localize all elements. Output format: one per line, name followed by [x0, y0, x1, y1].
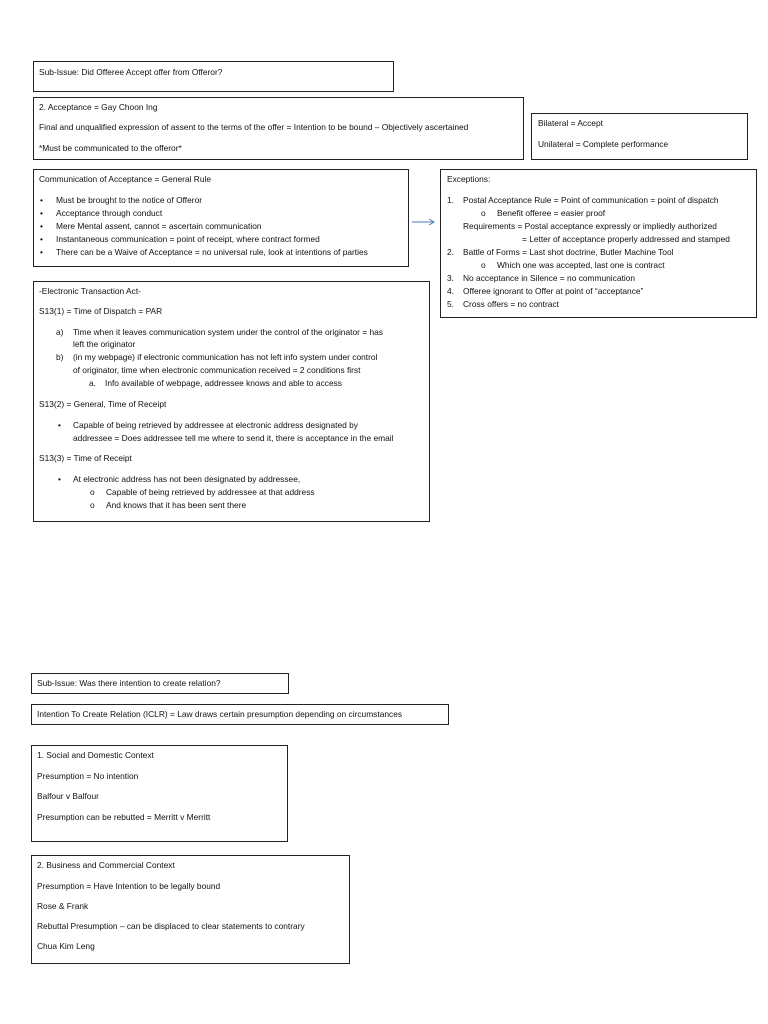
bullet-text: There can be a Waive of Acceptance = no universal rule, look at intentions of parties — [56, 247, 368, 257]
bullet-glyph: • — [40, 247, 43, 257]
communication-bullet — [40, 247, 368, 258]
business-line-1: Presumption = Have Intention to be legally bound — [37, 881, 221, 891]
iclr-box — [31, 704, 449, 725]
business-title: 2. Business and Commercial Context — [37, 860, 175, 870]
exception-requirements: Requirements = Postal acceptance expressly or impliedly authorized — [463, 221, 717, 231]
exception-number: 1. — [447, 195, 454, 205]
sub-marker: o — [481, 260, 486, 270]
eta-b-sub-label: a. — [89, 378, 96, 388]
exception-item-2: Battle of Forms = Last shot doctrine, Butler Machine Tool — [463, 247, 674, 257]
exception-number: 2. — [447, 247, 454, 257]
eta-b-sub: Info available of webpage, addressee knows and able to access — [105, 378, 342, 388]
social-context-box — [31, 745, 288, 842]
eta-s13-3-bullet: At electronic address has not been designated by addressee, — [73, 474, 301, 484]
communication-bullet — [40, 221, 262, 232]
exception-item-1: Postal Acceptance Rule = Point of communication = point of dispatch — [463, 195, 719, 205]
business-line-2: Rose & Frank — [37, 901, 89, 911]
exception-requirements-cont: = Letter of acceptance properly addressed and stamped — [522, 234, 730, 244]
bullet-glyph: • — [40, 234, 43, 244]
sub-marker: o — [90, 487, 95, 497]
social-title: 1. Social and Domestic Context — [37, 750, 154, 760]
eta-box — [33, 281, 430, 522]
sub-marker: o — [90, 500, 95, 510]
eta-s13-2: S13(2) = General, Time of Receipt — [39, 399, 167, 409]
bilateral-line: Bilateral = Accept — [538, 118, 603, 128]
bilateral-box — [531, 113, 748, 160]
business-context-box — [31, 855, 350, 964]
bullet-text: Mere Mental assent, cannot = ascertain communication — [56, 221, 262, 231]
business-line-4: Chua Kim Leng — [37, 941, 95, 951]
eta-b-label: b) — [56, 352, 64, 362]
eta-s13-3-sub1: Capable of being retrieved by addressee at that address — [106, 487, 315, 497]
exception-item-3: No acceptance in Silence = no communication — [463, 273, 636, 283]
communication-title: Communication of Acceptance = General Rule — [39, 174, 212, 184]
sub-marker: o — [481, 208, 486, 218]
exception-item-1-sub: Benefit offeree = easier proof — [497, 208, 606, 218]
exception-item-2-sub: Which one was accepted, last one is contract — [497, 260, 665, 270]
subissue-intention-box — [31, 673, 289, 694]
eta-title: -Electronic Transaction Act- — [39, 286, 141, 296]
social-line-2: Balfour v Balfour — [37, 791, 99, 801]
eta-b-line2: of originator, time when electronic communication received = 2 conditions first — [73, 365, 361, 375]
iclr-text: Intention To Create Relation (ICLR) = Law draws certain presumption depending on circumstances — [37, 709, 403, 719]
subissue-acceptance-text: Sub-Issue: Did Offeree Accept offer from Offeror? — [39, 67, 223, 77]
eta-s13-1: S13(1) = Time of Dispatch = PAR — [39, 306, 163, 316]
bullet-text: Acceptance through conduct — [56, 208, 163, 218]
eta-s13-3: S13(3) = Time of Receipt — [39, 453, 132, 463]
eta-a-line1: Time when it leaves communication system under the control of the originator = has — [73, 327, 383, 337]
eta-s13-2-line2: addressee = Does addressee tell me where to send it, there is acceptance in the email — [73, 433, 394, 443]
eta-s13-3-sub2: And knows that it has been sent there — [106, 500, 247, 510]
exception-item-4: Offeree ignorant to Offer at point of “acceptance” — [463, 286, 644, 296]
acceptance-box — [33, 97, 524, 160]
acceptance-note: *Must be communicated to the offeror* — [39, 143, 182, 153]
social-line-3: Presumption can be rebutted = Merritt v Merritt — [37, 812, 211, 822]
bullet-glyph: • — [58, 474, 61, 484]
subissue-intention-text: Sub-Issue: Was there intention to create relation? — [37, 678, 221, 688]
eta-b-line1: (in my webpage) if electronic communication has not left info system under control — [73, 352, 378, 362]
communication-bullet — [40, 195, 203, 206]
acceptance-title: 2. Acceptance = Gay Choon Ing — [39, 102, 158, 112]
communication-bullet — [40, 234, 320, 245]
exception-number: 3. — [447, 273, 454, 283]
bullet-glyph: • — [58, 420, 61, 430]
bullet-glyph: • — [40, 195, 43, 205]
exception-number: 4. — [447, 286, 454, 296]
bullet-text: Instantaneous communication = point of receipt, where contract formed — [56, 234, 320, 244]
business-line-3: Rebuttal Presumption – can be displaced to clear statements to contrary — [37, 921, 305, 931]
bullet-text: Must be brought to the notice of Offeror — [56, 195, 203, 205]
exception-number: 5. — [447, 299, 454, 309]
exceptions-box — [440, 169, 757, 318]
bullet-glyph: • — [40, 208, 43, 218]
subissue-acceptance-box — [33, 61, 394, 92]
communication-box — [33, 169, 409, 267]
exceptions-title: Exceptions: — [447, 174, 491, 184]
bullet-glyph: • — [40, 221, 43, 231]
eta-a-label: a) — [56, 327, 64, 337]
communication-bullet — [40, 208, 163, 219]
exception-item-5: Cross offers = no contract — [463, 299, 559, 309]
eta-a-line2: left the originator — [73, 339, 136, 349]
eta-s13-2-line1: Capable of being retrieved by addressee at electronic address designated by — [73, 420, 358, 430]
arrow-connector-icon — [411, 217, 437, 227]
social-line-1: Presumption = No intention — [37, 771, 139, 781]
unilateral-line: Unilateral = Complete performance — [538, 139, 669, 149]
acceptance-definition: Final and unqualified expression of assent to the terms of the offer = Intention to be bound – Objectively ascertained — [39, 122, 469, 132]
